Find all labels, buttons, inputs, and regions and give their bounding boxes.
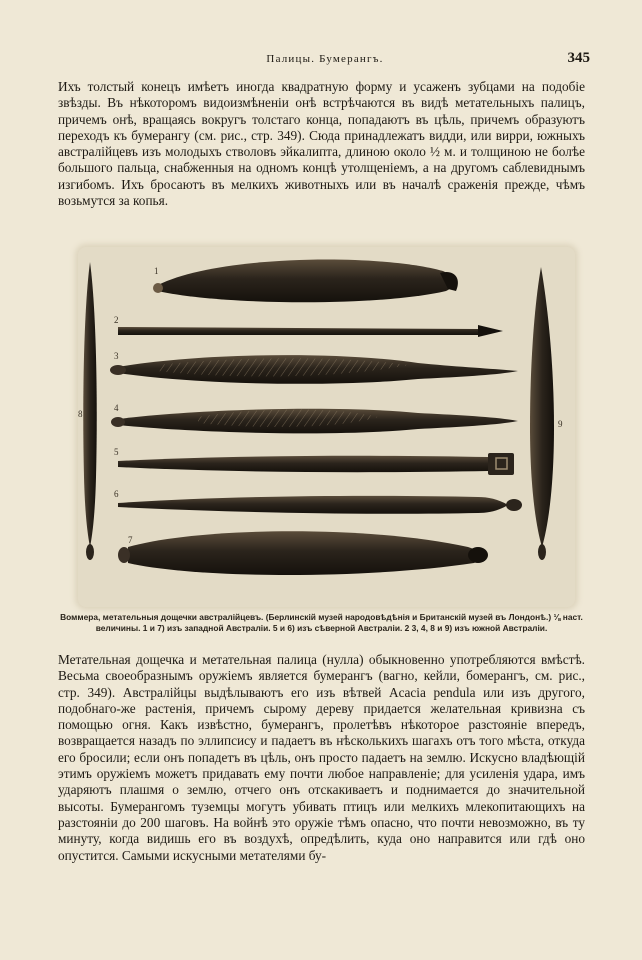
label-4: 4 — [114, 403, 119, 413]
woomera-figure — [78, 247, 575, 607]
figure-caption: Воммера, метательныя дощечки австралійцевъ. (Берлинскій музей народовѣдѣнія и Британскій музей въ Лондонѣ.) ⅛ наст. величины. 1 и 7) изъ западной Австраліи. 5 и 6) изъ сѣверной Австраліи. 2 3, 4, 8 и 9) изъ южной Австраліи. — [60, 612, 583, 633]
label-1: 1 — [154, 266, 159, 276]
label-5: 5 — [114, 447, 119, 457]
running-head — [60, 50, 590, 70]
woomera-4 — [111, 409, 518, 434]
woomera-1 — [153, 259, 458, 302]
label-7: 7 — [128, 535, 133, 545]
label-9: 9 — [558, 419, 563, 429]
woomera-5 — [118, 453, 514, 475]
woomera-2 — [118, 325, 503, 337]
woomera-engraving — [78, 247, 575, 607]
page-number: 345 — [567, 50, 590, 66]
label-3: 3 — [114, 351, 119, 361]
woomera-6 — [118, 496, 522, 514]
woomera-8 — [83, 262, 97, 560]
woomera-9 — [530, 267, 554, 560]
paragraph-bottom: Метательная дощечка и метательная палица (нулла) обыкновенно употребляются вмѣстѣ. Весьма своеобразнымъ оружіемъ является бумерангъ (вагно, кейли, бомерангъ, см. рис., стр. 349). Австралійцы выдѣлываютъ его изъ вѣтвей Acacia pendula или изъ другого, подобнаго-же растенія, причемъ сырому дереву придается желательная кривизна съ помощью огня. Какъ извѣстно, бумерангъ, пролетѣвъ нѣкоторое разстояніе впередъ, возвращается назадъ по эллипсису и падаетъ въ нѣсколькихъ шагахъ отъ того мѣста, откуда его бросили; если онъ попадетъ въ цѣль, онъ просто падаетъ на землю. Искусно владѣющій этимъ оружіемъ можетъ придавать ему почти любое направленіе; для усиленія удара, имъ ударяютъ плашмя о землю, отчего онъ отскакиваетъ и поднимается до значительной высоты. Бумерангомъ туземцы могутъ убивать птицъ или мелкихъ млекопитающихъ на разстояніи до 200 шаговъ. На войнѣ это оружіе тѣмъ опасно, что почти невозможно, въ ту минуту, когда видишь его въ воздухѣ, опредѣлить, куда оно направится или гдѣ оно опустится. Самыми искусными метателями бу- — [58, 652, 585, 863]
woomera-7 — [118, 531, 488, 575]
label-6: 6 — [114, 489, 119, 499]
paragraph-top: Ихъ толстый конецъ имѣетъ иногда квадратную форму и усаженъ зубцами на подобіе звѣзды. Въ нѣкоторомъ видоизмѣненіи онѣ встрѣчаются въ видѣ метательныхъ палицъ, причемъ онѣ, вращаясь вокругъ толстаго конца, попадаютъ въ цѣль, причемъ образуютъ переходъ къ бумерангу (см. рис., стр. 349). Сюда принадлежатъ видди, или вирри, южныхъ австралійцевъ изъ молодыхъ стволовъ эйкалипта, длиною около ½ м. и толщиною не болѣе большого пальца, снабженныя на одномъ концѣ утолщеніемъ, а на другомъ саблевиднымъ изгибомъ. Ихъ бросаютъ въ мелкихъ животныхъ или въ началѣ сраженія прежде, чѣмъ возьмутся за копья. — [58, 79, 585, 209]
label-8: 8 — [78, 409, 83, 419]
label-2: 2 — [114, 315, 119, 325]
running-title: Палицы. Бумерангъ. — [266, 53, 384, 65]
woomera-3 — [110, 355, 518, 384]
